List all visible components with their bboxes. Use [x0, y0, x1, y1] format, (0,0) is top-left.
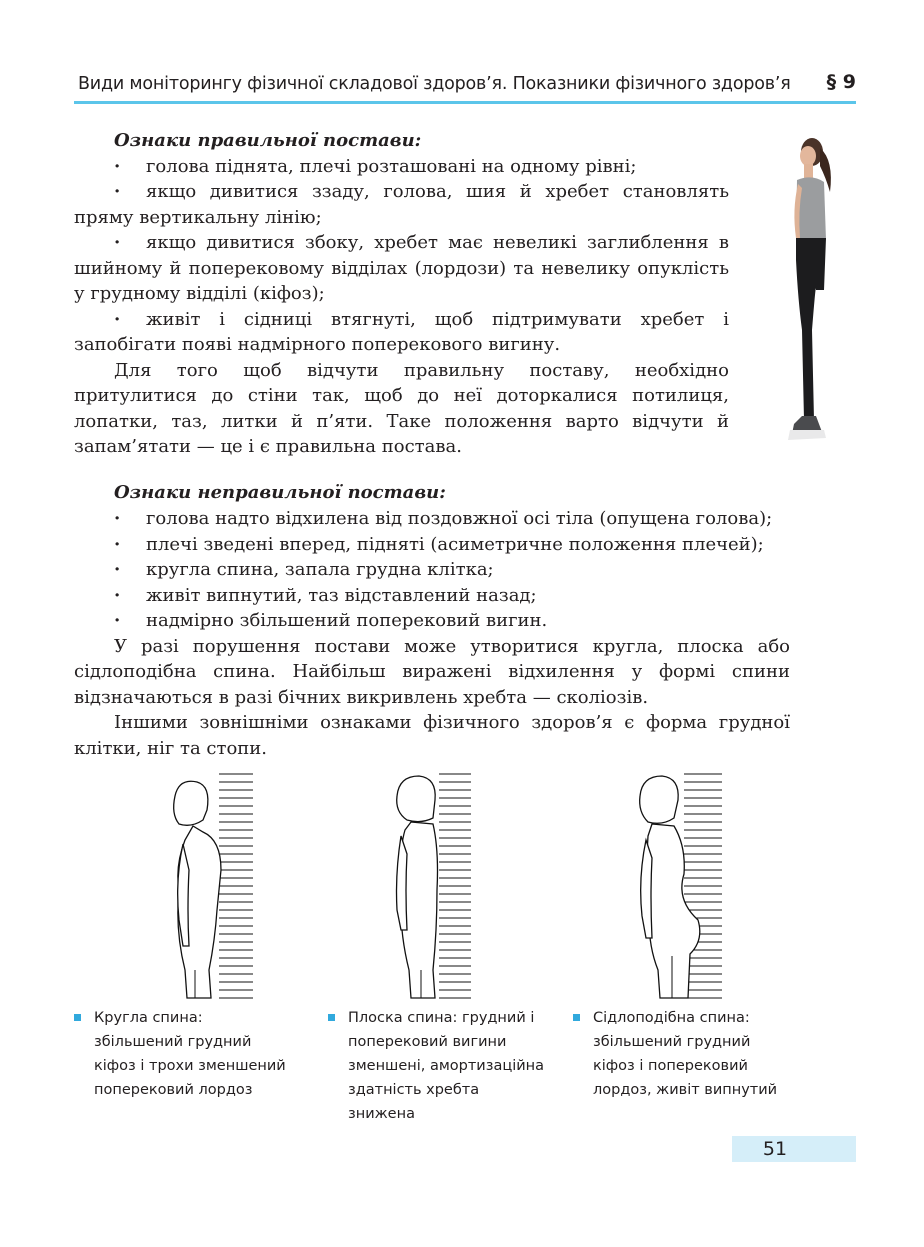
saddle-back-illustration [612, 770, 772, 1002]
figure-caption [74, 1006, 294, 1102]
list-item: · якщо дивитися ззаду, голова, шия й хребет становлять пряму вертикальну лінію; [74, 179, 729, 230]
list-item: · надмірно збільшений поперековий вигин. [74, 608, 790, 634]
incorrect-posture-heading: Ознаки неправильної постави: [114, 482, 446, 503]
page-number-box [732, 1136, 856, 1162]
caption-text: Плоска спина: грудний і поперековий вигини зменшені, амортизаційна здатність хребта знижена [348, 1010, 545, 1122]
list-item: · якщо дивитися збоку, хребет має невеликі заглиблення в шийному й поперековому відділах (лордози) та невелику опуклість у грудному відділі (кіфоз); [74, 230, 729, 307]
section-number: § 9 [826, 71, 856, 93]
body-paragraph: У разі порушення постави може утворитися кругла, плоска або сідлоподібна спина. Найбільш виражені відхилення у формі спини відзначаються в разі бічних викривлень хребта — сколіозів. [74, 635, 790, 708]
figure-caption [328, 1006, 548, 1126]
list-item: · плечі зведені вперед, підняті (асиметричне положення плечей); [74, 532, 790, 558]
page-number: 51 [762, 1138, 788, 1160]
figure-caption [573, 1006, 783, 1102]
correct-posture-heading: Ознаки правильної постави: [114, 130, 422, 151]
list-item: · живіт і сідниці втягнуті, щоб підтримувати хребет і запобігати появі надмірного поперекового вигину. [74, 307, 729, 358]
list-item: · кругла спина, запала грудна клітка; [74, 557, 790, 583]
incorrect-posture-section [74, 480, 729, 506]
body-paragraph: Для того щоб відчути правильну поставу, необхідно притулитися до стіни так, щоб до неї доторкалися потилиця, лопатки, таз, литки й п’яти. Таке положення варто відчути й запам’ятати — це і є правильна постава. [74, 359, 729, 457]
flat-back-illustration [375, 770, 535, 1002]
round-back-illustration [145, 770, 305, 1002]
header-divider [74, 101, 856, 104]
page-header [74, 72, 856, 100]
list-item: · живіт випнутий, таз відставлений назад; [74, 583, 790, 609]
caption-square-icon [328, 1014, 335, 1021]
caption-text: Кругла спина: збільшений грудний кіфоз і трохи зменшений поперековий лордоз [94, 1010, 286, 1098]
incorrect-posture-list [74, 506, 790, 761]
correct-posture-photo [782, 130, 844, 450]
list-item: · голова надто відхилена від поздовжної осі тіла (опущена голова); [74, 506, 790, 532]
body-paragraph: Іншими зовнішніми ознаками фізичного здоров’я є форма грудної клітки, ніг та стопи. [74, 712, 790, 759]
caption-square-icon [74, 1014, 81, 1021]
correct-posture-section [74, 128, 729, 460]
caption-square-icon [573, 1014, 580, 1021]
list-item: · голова піднята, плечі розташовані на одному рівні; [74, 154, 729, 180]
caption-text: Сідлоподібна спина: збільшений грудний кіфоз і поперековий лордоз, живіт випнутий [593, 1010, 778, 1098]
header-title: Види моніторингу фізичної складової здоров’я. Показники фізичного здоров’я [78, 74, 791, 94]
